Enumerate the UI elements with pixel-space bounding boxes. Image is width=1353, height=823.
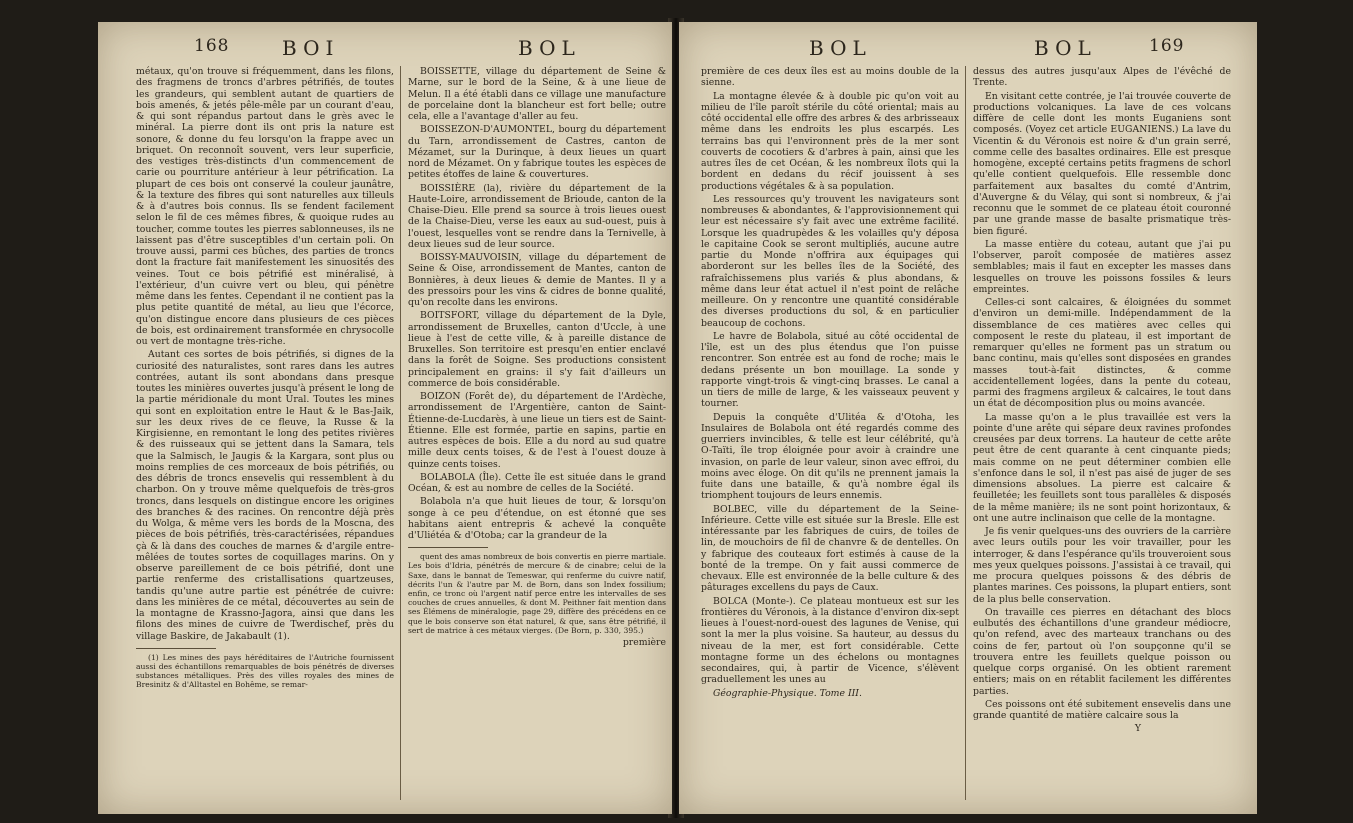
entry-boissette: BOISSETTE, village du département de Seine & Marne, sur le bord de la Seine, & à une lieue de Melun. Il a été établi dans ce village une manufacture de porcelaine dont la blancheur est fort belle; outre cela, elle a l'avantage d'aller au feu. xyxy=(408,66,666,122)
entry-bolca: BOLCA (Monte-). Ce plateau montueux est sur les frontières du Véronois, à la distance d'environ dix-sept lieues à l'ouest-nord-ouest des lagunes de Venise, qui sont la mer la plus voisine. Sa hauteur, au dessus du niveau de la mer, est fort considérable. Cette montagne forme un des échelons ou montagnes secondaires, qui, à partir de Vicence, s'élèvent graduellement les unes au xyxy=(701,595,959,686)
left-page xyxy=(98,22,672,814)
entry-boitsfort: BOITSFORT, village du département de la Dyle, arrondissement de Bruxelles, canton d'Uccle, à une lieue à l'est de cette ville, & à pareille distance de Bruxelles. Son territoire est presqu'en entier enclavé dans la forêt de Soigne. Ses productions consistent principalement en grains: il s'y fait d'ailleurs un commerce de bois considérable. xyxy=(408,310,666,389)
entry-bolbec: BOLBEC, ville du département de la Seine-Inférieure. Cette ville est située sur la Bresle. Elle est intéressante par les fabriques de cuirs, de toiles de lin, de mouchoirs de fil de chanvre & de dentelles. On y fabrique des couteaux fort estimés à cause de la bonté de la trempe. On y fait aussi commerce de chevaux. Elle est environnée de la belle culture & des pâturages excellens du pays de Caux. xyxy=(701,503,959,594)
paragraph: Le havre de Bolabola, situé au côté occidental de l'île, est un des plus étendus que l'on puisse rencontrer. Son entrée est au fond de roche; mais le dedans présente un bon mouillage. La sonde y rapporte vingt-trois & vingt-cinq brasses. Le canal a un tiers de mille de large, & les vaisseaux peuvent y tourner. xyxy=(701,330,959,410)
paragraph: On travaille ces pierres en détachant des blocs eulbutés des échantillons d'une grandeur médiocre, qu'on refend, avec des marteaux tranchans ou des coins de fer, partout où l'on soupçonne qu'il se trouvera entre les feuillets quelque poisson ou quelque corps organisé. On les obtient rarement entiers; mais on en rétablit facilement les différentes parties. xyxy=(973,606,1231,697)
paragraph: Celles-ci sont calcaires, & éloignées du sommet d'environ un demi-mille. Indépendamment de la dissemblance de ces matières avec celles qui composent le reste du plateau, il est important de remarquer qu'elles ne forment pas un stratum ou banc continu, mais qu'elles sont disposées en grandes masses tout-à-fait distinctes, & comme accidentellement logées, dans la pente du coteau, parmi des fragmens argileux & calcaires, le tout dans un état de décomposition plus ou moins avancée. xyxy=(973,297,1231,410)
paragraph: La masse entière du coteau, autant que j'ai pu l'observer, paroît composée de matières assez semblables; mais il faut en excepter les masses dans lesquelles on trouve les poissons fossiles & leurs empreintes. xyxy=(973,238,1231,295)
catchword: première xyxy=(622,637,666,649)
right-page-column-2 xyxy=(973,66,1231,804)
page-number-right: 169 xyxy=(1149,36,1185,56)
running-head-left-1: BOI xyxy=(282,36,340,60)
paragraph: Ces poissons ont été subitement ensevelis dans une grande quantité de matière calcaire sous la xyxy=(973,698,1231,721)
left-page-column-2 xyxy=(408,66,666,804)
running-head-left-2: BOL xyxy=(518,36,581,60)
paragraph: Autant ces sortes de bois pétrifiés, si dignes de la curiosité des naturalistes, sont rares dans les autres contrées, autant ils sont abondans dans presque toutes les minières ouvertes jusqu'à présent le long de la partie méridionale du mont Ural. Toutes les mines qui sont en exploitation entre le Haut & le Bas-Jaik, sur les deux rives de ce fleuve, la Russe & la Kirgisienne, en remontant le long des petites rivières & des ruisseaux qui se jettent dans la Samara, tels que la Salmisch, le Jaugis & la Kargara, sont plus ou moins remplies de ces morceaux de bois pétrifiés, ou des débris de troncs ensevelis qui ressemblent à du charbon. On y trouve même quelquefois de très-gros troncs, dans lesquels on distingue encore les origines des branches & des racines. On rencontre déjà près du Wolga, & même vers les bords de la Moscna, des pièces de bois pétrifiés, très-caractérisées, répandues çà & là dans des couches de marnes & d'argile entre-mêlées de toutes sortes de coquillages marins. On y observe pareillement de ce bois pétrifié, dont une partie renferme des cristallisations quartzeuses, tandis qu'une autre partie est pénétrée de cuivre: dans les minières de ce métal, découvertes au sein de la montagne de Krassno-Jagora, ainsi que dans les filons des mines de cuivre de Twerdischef, près du village Baskire, de Jakabault (1). xyxy=(136,349,394,642)
right-page xyxy=(679,22,1257,814)
entry-boizon: BOIZON (Forêt de), du département de l'Ardèche, arrondissement de l'Argentière, canton de Saint-Étienne-de-Lucdarès, à une lieue un tiers est de Saint-Étienne. Elle est formée, partie en sapins, partie en autres espèces de bois. Elle a du nord au sud quatre mille deux cents toises, & de l'est à l'ouest douze à quinze cents toises. xyxy=(408,391,666,470)
page-footer: Géographie-Physique. Tome III. xyxy=(713,687,862,699)
paragraph: La masse qu'on a le plus travaillée est vers la pointe d'une arête qui sépare deux ravines profondes creusées par deux torrens. La hauteur de cette arête peut être de cent quarante à cent cinquante pieds; mais comme on ne peut déterminer combien elle s'enfonce dans le sol, il n'est pas aisé de juger de ses dimensions absolues. La pierre est calcaire & feuilletée; les feuillets sont tous parallèles & disposés de la même manière; ils ne sont point horizontaux, & ont une autre inclinaison que celle de la montagne. xyxy=(973,411,1231,524)
column-divider xyxy=(400,66,401,800)
footnote: (1) Les mines des pays héréditaires de l'Autriche fournissent aussi des échantillons remarquables de bois pénétrés de diverses substances métalliques. Près des villes royales des mines de Bresinitz & d'Alltastel en Bohême, se remar- xyxy=(136,652,394,690)
running-head-right-2: BOL xyxy=(1034,36,1097,60)
right-page-header xyxy=(679,36,1257,58)
entry-boissiere: BOISSIÈRE (la), rivière du département de la Haute-Loire, arrondissement de Brioude, canton de la Chaise-Dieu. Elle prend sa source à trois lieues ouest de la Chaise-Dieu, verse les eaux au sud-ouest, puis à l'ouest, lesquelles vont se rendre dans la Ternivelle, à deux lieues sud de leur source. xyxy=(408,182,666,250)
left-page-column-1 xyxy=(136,66,394,804)
paragraph: Je fis venir quelques-uns des ouvriers de la carrière avec leurs outils pour les voir travailler, pour les interroger, & dans l'espérance qu'ils trouveroient sous mes yeux quelques poissons. J'assistai à ce travail, qui me procura quelques poissons & des débris de plantes marines. Ces poissons, la plupart entiers, sont de la plus belle conservation. xyxy=(973,526,1231,605)
footnote-continued: quent des amas nombreux de bois convertis en pierre martiale. Les bois d'Idria, pénétrés de mercure & de cinabre; celui de la Saxe, dans le bannat de Temeswar, qui renferme du cuivre natif, décrits l'un & l'autre par M. de Born, dans son Index fossilium; enfin, ce tronc où l'argent natif perce entre les intervalles de ses couches de crues annuelles, & dont M. Peithner fait mention dans ses Élémens de minéralogie, page 29, diffère des précédens en ce que le bois conserve son état naturel, & que, sans être pétrifié, il sert de matrice à ces métaux vierges. (De Born, p. 330, 395.) xyxy=(408,552,666,635)
paragraph: En visitant cette contrée, je l'ai trouvée couverte de productions volcaniques. La lave de ces volcans diffère de celle dont les monts Euganiens sont composés. (Voyez cet article EUGANIENS.) La lave du Vicentin & du Véronois est noire & d'un grain serré, comme celle des basaltes ordinaires. Elle est presque homogène, excepté certains petits fragmens de schorl qu'elle contient quelquefois. Elle ressemble donc parfaitement aux basaltes du comté d'Antrim, d'Auvergne & du Vélay, qui sont si nombreux, & j'ai reconnu que le sommet de ce plateau étoit couronné par une grande masse de basalte prismatique très-bien figuré. xyxy=(973,90,1231,237)
signature-mark: Y xyxy=(1134,723,1141,735)
paragraph: Depuis la conquête d'Ulitéa & d'Otoha, les Insulaires de Bolabola ont été regardés comme des guerriers invincibles, & telle est leur célébrité, qu'à O-Taïti, île trop éloignée pour avoir à craindre une invasion, on parle de leur valeur, sinon avec effroi, du moins avec éloge. On dit qu'ils ne prennent jamais la fuite dans une bataille, & qu'à nombre égal ils triomphent toujours de leurs ennemis. xyxy=(701,411,959,502)
entry-boissy-mauvoisin: BOISSY-MAUVOISIN, village du département de Seine & Oise, arrondissement de Mantes, canton de Bonnières, à deux lieues & demie de Mantes. Il y a des pressoirs pour les vins & cidres de bonne qualité, qu'on recolte dans les environs. xyxy=(408,252,666,308)
paragraph: métaux, qu'on trouve si fréquemment, dans les filons, des fragmens de troncs d'arbres pétrifiés, de toutes les grandeurs, qui semblent autant de quartiers de bois amenés, & jetés pêle-mêle par un courant d'eau, & qui sont répandus partout dans le grès avec le minéral. La pierre dont ils ont pris la nature est sonore, & donne du feu lorsqu'on la frappe avec un briquet. On reconnoît souvent, vers leur superficie, des vestiges très-distincts d'un commencement de carie ou pourriture antérieur à leur pétrification. La plupart de ces bois ont conservé la couleur jaunâtre, & la texture des fibres qui sont naturelles aux tilleuls & à d'autres bois connus. Ils se fendent facilement selon le fil de ces mêmes fibres, & quoique rudes au toucher, comme toutes les pierres sablonneuses, ils ne laissent pas d'être susceptibles d'un certain poli. On trouve aussi, parmi ces bûches, des parties de troncs dont la fracture fait manifestement les sinuosités des veines. Tout ce bois pétrifié est minéralisé, à l'extérieur, d'un cuivre vert ou bleu, qui pénètre même dans les fentes. Cependant il ne contient pas la plus petite quantité de métal, au lieu que l'écorce, qu'on distingue encore dans plusieurs de ces pièces de bois, est ordinairement transformée en chrysocolle ou vert de montagne très-riche. xyxy=(136,66,394,347)
paragraph: première de ces deux îles est au moins double de la sienne. xyxy=(701,66,959,89)
right-page-column-1 xyxy=(701,66,959,804)
entry-bolabola: BOLABOLA (Île). Cette île est située dans le grand Océan, & est au nombre de celles de la Société. xyxy=(408,471,666,494)
footnote-rule xyxy=(136,648,216,649)
running-head-right-1: BOL xyxy=(809,36,872,60)
entry-boissezon: BOISSEZON-D'AUMONTEL, bourg du département du Tarn, arrondissement de Castres, canton de Mézamet, sur la Durinque, à deux lieues un quart nord de Mézamet. On y fabrique toutes les espèces de petites étoffes de laine & couvertures. xyxy=(408,124,666,181)
paragraph: Les ressources qu'y trouvent les navigateurs sont nombreuses & abondantes, & l'approvisionnement qui leur est nécessaire s'y fait avec une extrême facilité. Lorsque les quadrupèdes & les volailles qu'y déposa le capitaine Cook se seront multipliés, aucune autre partie du Monde n'offrira aux équipages qui aborderont sur les belles îles de la Société, des rafraîchissemens plus variés & plus abondans, & même dans leur état actuel il n'est point de relâche meilleure. On y rencontre une quantité considérable des diverses productions du sol, & en particulier beaucoup de cochons. xyxy=(701,193,959,329)
paragraph: Bolabola n'a que huit lieues de tour, & lorsqu'on songe à ce peu d'étendue, on est étonné que ses habitans aient entrepris & achevé la conquête d'Uliétéa & d'Otoba; car la grandeur de la xyxy=(408,496,666,541)
footnote-rule xyxy=(408,547,488,548)
paragraph: dessus des autres jusqu'aux Alpes de l'évêché de Trente. xyxy=(973,66,1231,89)
column-divider xyxy=(965,66,966,800)
paragraph: La montagne élevée & à double pic qu'on voit au milieu de l'île paroît stérile du côté oriental; mais au côté occidental elle offre des arbres & des arbrisseaux même dans les endroits les plus escarpés. Les terrains bas qui l'environnent près de la mer sont couverts de cocotiers & d'arbres à pain, ainsi que les autres îles de cet Océan, & les nombreux îlots qui la bordent en dedans du récif jouissent à ses productions végétales & à sa population. xyxy=(701,90,959,192)
page-number-left: 168 xyxy=(194,36,230,56)
left-page-header xyxy=(98,36,672,58)
